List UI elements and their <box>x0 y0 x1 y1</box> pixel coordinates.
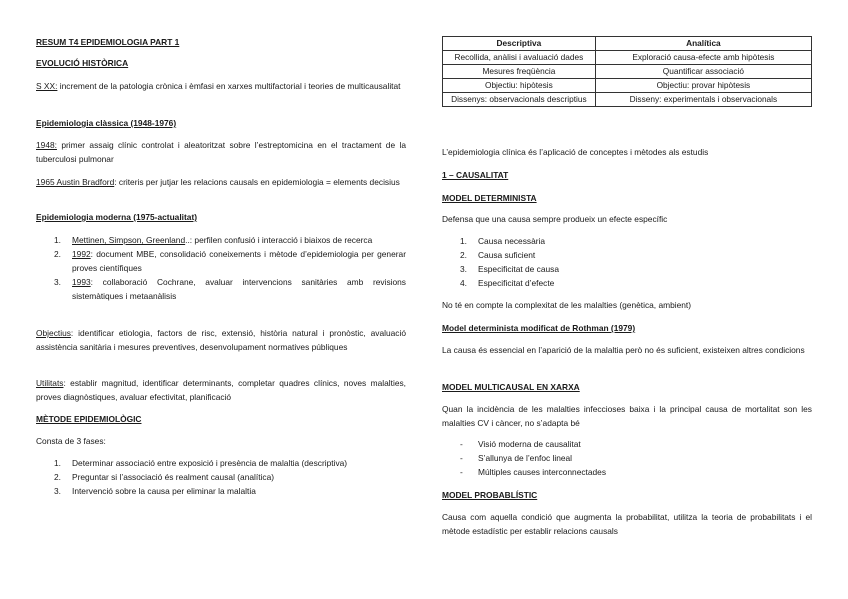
table-cell: Objectiu: provar hipòtesis <box>595 79 811 93</box>
table-cell: Disseny: experimentals i observacionals <box>595 93 811 107</box>
list-number: 3. <box>54 277 61 287</box>
list-fases <box>36 456 406 498</box>
list-number: 2. <box>54 249 61 259</box>
item-text: Causa suficient <box>478 250 536 260</box>
list-item <box>442 465 812 479</box>
heading-metode-epidemiologic: MÈTODE EPIDEMIOLÒGIC <box>36 414 142 424</box>
list-number: 2. <box>54 472 61 482</box>
table-cell: Dissenys: observacionals descriptius <box>443 93 596 107</box>
heading-causalitat: 1 – CAUSALITAT <box>442 170 509 180</box>
item-text: Causa necessària <box>478 236 546 246</box>
item-text: : document MBE, consolidació coneixements i mètode d’epidemiologia per generar proves científiques <box>72 249 406 273</box>
text-1948: primer assaig clínic controlat i aleatoritzat sobre l’estreptomicina en el tractament de la tuberculosi pulmonar <box>36 140 406 164</box>
paragraph-utilitats <box>36 376 406 404</box>
table-header-row <box>443 37 812 51</box>
list-number: 3. <box>460 264 467 274</box>
list-number: 1. <box>54 458 61 468</box>
list-item <box>36 456 406 470</box>
paragraph-rothman: La causa és essencial en l’aparició de la malaltia però no és suficient, existeixen altres condicions <box>442 345 805 355</box>
table-row <box>443 79 812 93</box>
text-sxx: increment de la patologia crònica i èmfasi en xarxes multifactorial i teories de multicausalitat <box>57 81 401 91</box>
list-item <box>442 248 812 262</box>
table-cell: Mesures freqüència <box>443 65 596 79</box>
table-row <box>443 51 812 65</box>
list-number: 4. <box>460 278 467 288</box>
list-dash: - <box>460 467 463 477</box>
text-objectius: : identificar etiologia, factors de risc, extensió, història natural i pronòstic, avaluació assistència sanitària i mesures preventives, desenvolupament normatives públiques <box>36 328 406 352</box>
document-title: RESUM T4 EPIDEMIOLOGIA PART 1 <box>36 37 180 47</box>
paragraph-bradford <box>36 175 406 189</box>
label-objectius: Objectius <box>36 328 71 338</box>
paragraph-intro: L’epidemiologia clínica és l’aplicació de conceptes i mètodes als estudis <box>442 147 709 157</box>
heading-model-probabilistic: MODEL PROBABLÍSTIC <box>442 490 538 500</box>
paragraph-consta: Consta de 3 fases: <box>36 436 106 446</box>
comparison-table <box>442 36 812 107</box>
heading-model-multicausal: MODEL MULTICAUSAL EN XARXA <box>442 382 580 392</box>
list-number: 1. <box>460 236 467 246</box>
item-text: Determinar associació entre exposició i presència de malaltia (descriptiva) <box>72 458 348 468</box>
paragraph-segle-xx <box>36 79 406 93</box>
list-dash: - <box>460 453 463 463</box>
list-item <box>36 233 406 247</box>
paragraph-objectius <box>36 326 406 354</box>
table-cell: Recollida, anàlisi i avaluació dades <box>443 51 596 65</box>
item-text: Visió moderna de causalitat <box>478 439 581 449</box>
header-analitica: Analítica <box>595 37 811 51</box>
list-dash: - <box>460 439 463 449</box>
item-text: Especificitat de causa <box>478 264 560 274</box>
list-item <box>36 275 406 303</box>
item-text: Preguntar si l’associació és realment causal (analítica) <box>72 472 275 482</box>
paragraph-probabilistic: Causa com aquella condició que augmenta la probabilitat, utilitza la teoria de probabilitats i el mètode estadístic per establir relacions causals <box>442 512 812 536</box>
item-label: 1993 <box>72 277 91 287</box>
label-bradford: 1965 Austin Bradford <box>36 177 115 187</box>
header-descriptiva: Descriptiva <box>443 37 596 51</box>
list-number: 3. <box>54 486 61 496</box>
list-item <box>442 451 812 465</box>
label-sxx: S XX: <box>36 81 58 91</box>
item-text: : collaboració Cochrane, avaluar intervencions sanitàries amb revisions sistemàtiques i metaanàlisis <box>72 277 406 301</box>
paragraph-1948 <box>36 138 406 166</box>
list-number: 2. <box>460 250 467 260</box>
list-multicausal <box>442 437 812 479</box>
list-number: 1. <box>54 235 61 245</box>
list-item <box>442 437 812 451</box>
table-cell: Objectiu: hipòtesis <box>443 79 596 93</box>
list-item <box>36 484 406 498</box>
heading-epidemiologia-moderna: Epidemiologia moderna (1975-actualitat) <box>36 212 198 222</box>
item-text: ..: perfilen confusió i interacció i biaixos de recerca <box>185 235 373 245</box>
list-item <box>442 234 812 248</box>
heading-rothman: Model determinista modificat de Rothman (1979) <box>442 323 636 333</box>
table-cell: Quantificar associació <box>595 65 811 79</box>
table-row <box>443 93 812 107</box>
list-item <box>442 276 812 290</box>
label-1948: 1948: <box>36 140 57 150</box>
item-label: 1992 <box>72 249 91 259</box>
table-row <box>443 65 812 79</box>
label-utilitats: Utilitats <box>36 378 64 388</box>
heading-epidemiologia-classica: Epidemiologia clàssica (1948-1976) <box>36 118 177 128</box>
item-text: Especificitat d’efecte <box>478 278 555 288</box>
text-bradford: : criteris per jutjar les relacions causals en epidemiologia = elements decisius <box>114 177 400 187</box>
item-label: Mettinen, Simpson, Greenland <box>72 235 186 245</box>
paragraph-multicausal: Quan la incidència de les malalties infeccioses baixa i la principal causa de mortalitat son les malalties CV i càncer, no s’adapta bé <box>442 404 812 428</box>
text-utilitats: : establir magnitud, identificar determinants, completar quadres clínics, noves malalties, proves diagnòstiques, avaluar efectivitat, planificació <box>36 378 406 402</box>
item-text: Intervenció sobre la causa per eliminar la malaltia <box>72 486 256 496</box>
list-moderna <box>36 233 406 303</box>
heading-model-determinista: MODEL DETERMINISTA <box>442 193 537 203</box>
item-text: S’allunya de l’enfoc lineal <box>478 453 573 463</box>
paragraph-no-te-en-compte: No té en compte la complexitat de les malalties (genètica, ambient) <box>442 300 692 310</box>
table-cell: Exploració causa-efecte amb hipòtesis <box>595 51 811 65</box>
list-item <box>36 470 406 484</box>
list-item <box>442 262 812 276</box>
list-determinista <box>442 234 812 290</box>
item-text: Múltiples causes interconnectades <box>478 467 607 477</box>
heading-evolucio-historica: EVOLUCIÓ HISTÒRICA <box>36 58 129 68</box>
paragraph-determinista: Defensa que una causa sempre produeix un efecte específic <box>442 214 668 224</box>
list-item <box>36 247 406 275</box>
